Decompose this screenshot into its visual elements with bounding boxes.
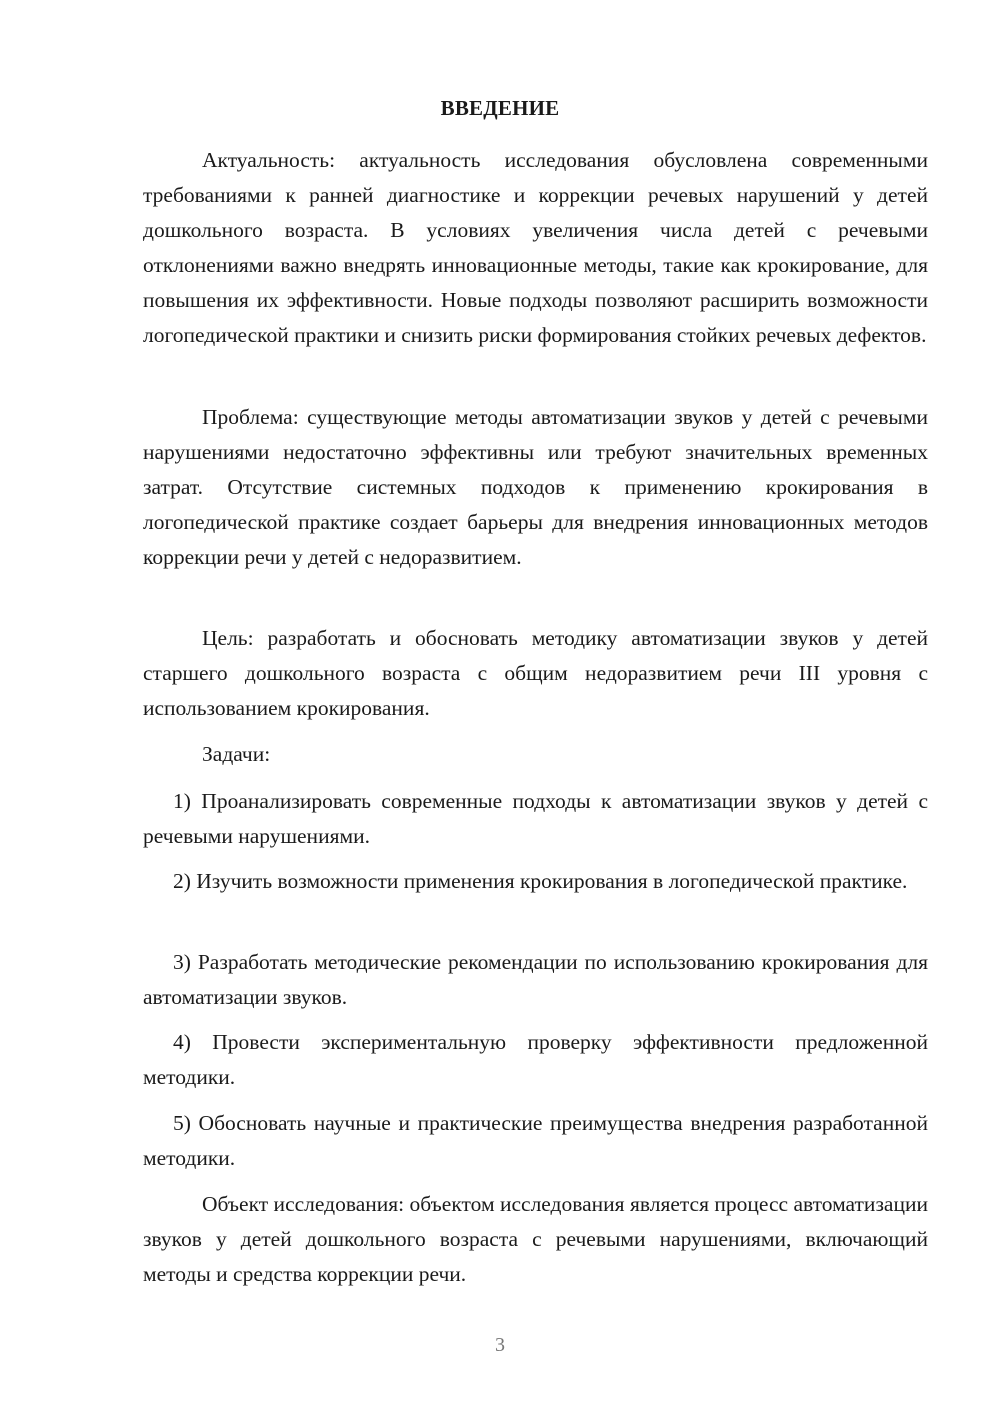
problem-paragraph: Проблема: существующие методы автоматизации звуков у детей с речевыми нарушениями недостаточно эффективны или требуют значительных временных затрат. Отсутствие системных подходов к применению крокирования в логопедической практике создает барьеры для внедрения инновационных методов коррекции речи у детей с недоразвитием. (143, 405, 928, 569)
task-item-4: 4) Провести экспериментальную проверку эффективности предложенной методики. (143, 1030, 928, 1089)
object-paragraph: Объект исследования: объектом исследования является процесс автоматизации звуков у детей дошкольного возраста с речевыми нарушениями, включающий методы и средства коррекции речи. (143, 1192, 928, 1286)
goal-paragraph: Цель: разработать и обосновать методику автоматизации звуков у детей старшего дошкольного возраста с общим недоразвитием речи III уровня с использованием крокирования. (143, 626, 928, 720)
task-item-2: 2) Изучить возможности применения крокирования в логопедической практике. (173, 869, 908, 893)
section-title: ВВЕДЕНИЕ (440, 96, 560, 120)
task-item-1: 1) Проанализировать современные подходы к автоматизации звуков у детей с речевыми нарушениями. (143, 789, 928, 848)
task-item-5: 5) Обосновать научные и практические преимущества внедрения разработанной методики. (143, 1111, 928, 1170)
relevance-paragraph: Актуальность: актуальность исследования обусловлена современными требованиями к ранней диагностике и коррекции речевых нарушений у детей дошкольного возраста. В условиях увеличения числа детей с речевыми отклонениями важно внедрять инновационные методы, такие как крокирование, для повышения их эффективности. Новые подходы позволяют расширить возможности логопедической практики и снизить риски формирования стойких речевых дефектов. (143, 148, 928, 347)
task-item-3: 3) Разработать методические рекомендации по использованию крокирования для автоматизации звуков. (143, 950, 928, 1009)
page-number: 3 (495, 1334, 505, 1356)
tasks-heading: Задачи: (202, 742, 271, 766)
